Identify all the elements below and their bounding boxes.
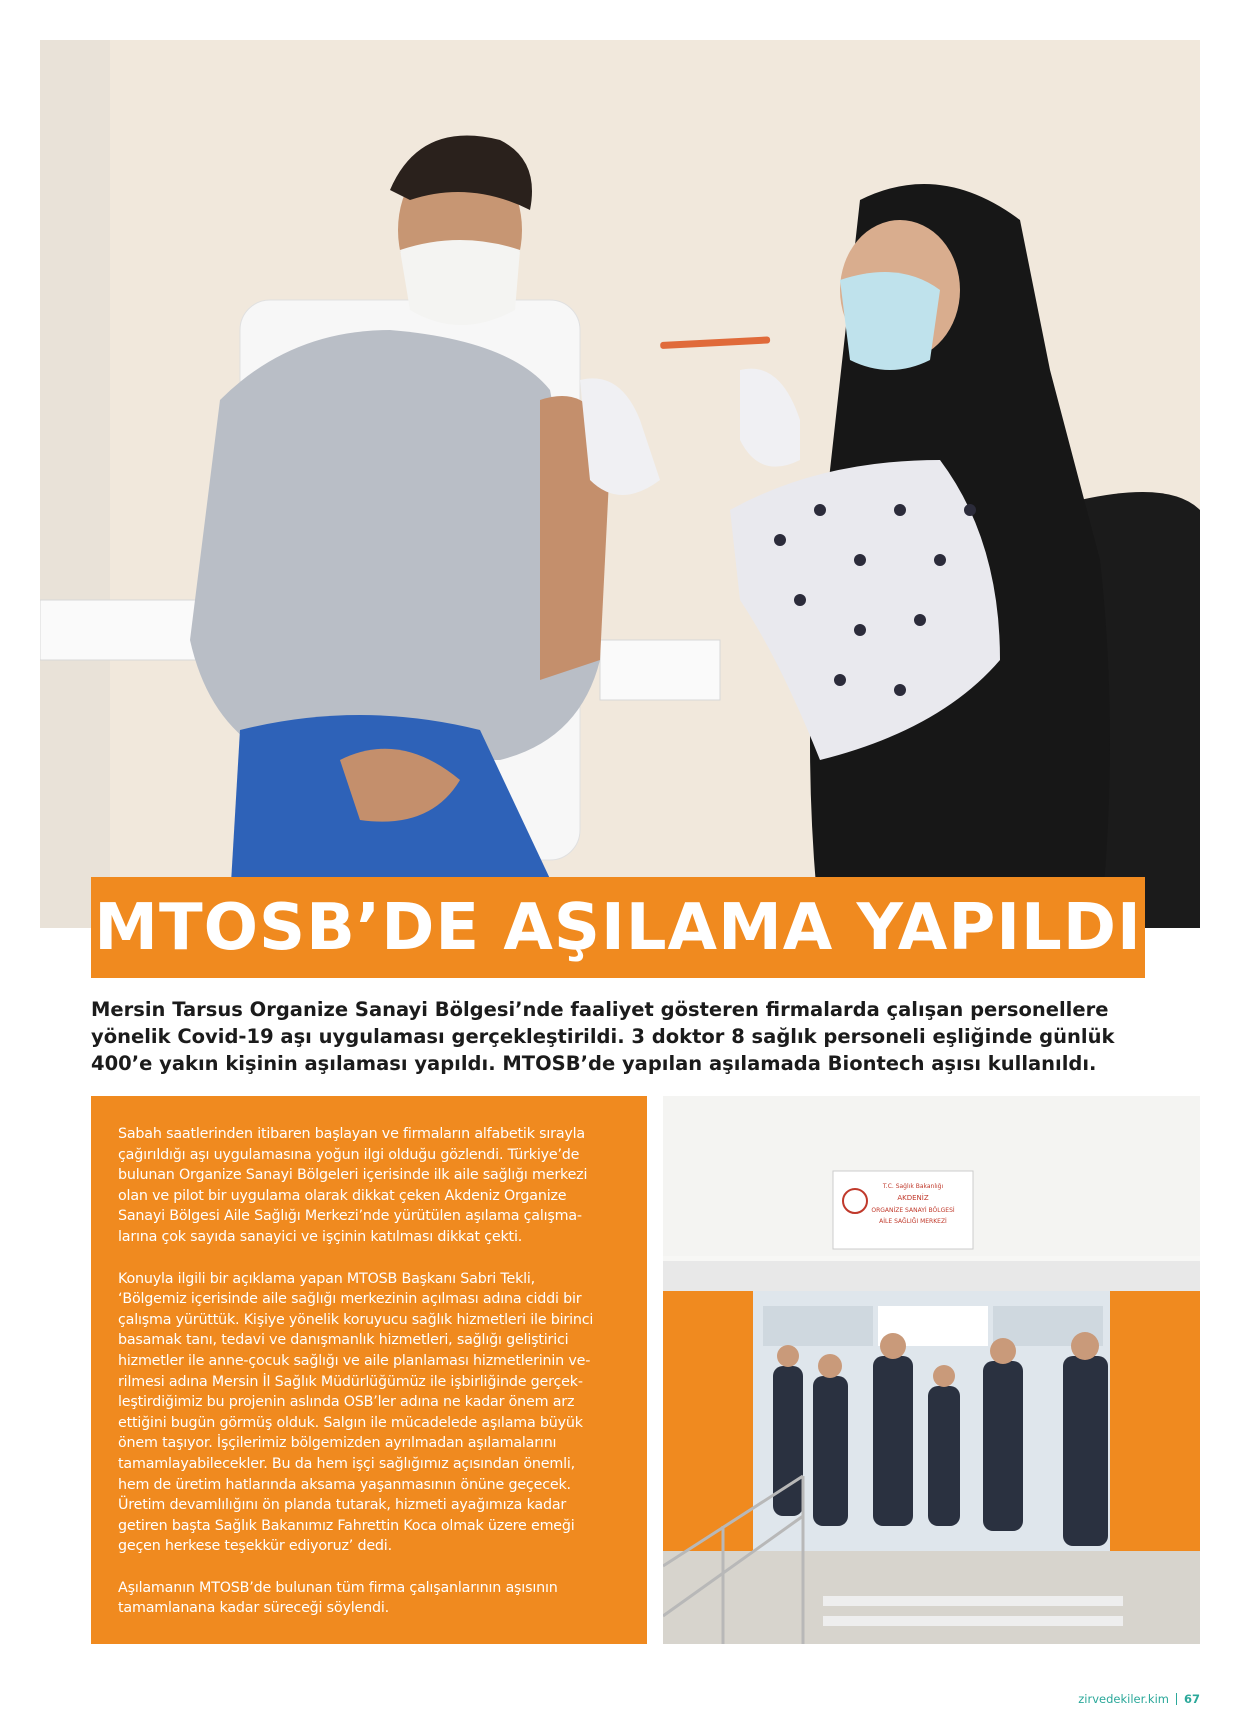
body-paragraph: Aşılamanın MTOSB’de bulunan tüm firma çalışanlarının aşısının tamamlanana kadar süreceği söylendi. bbox=[118, 1579, 558, 1617]
headline-banner bbox=[91, 877, 1145, 978]
health-center-photo bbox=[663, 1096, 1200, 1644]
vaccination-photo bbox=[40, 40, 1200, 928]
footer-site: zirvedekiler.kim bbox=[1078, 1692, 1169, 1706]
body-paragraph: Konuyla ilgili bir açıklama yapan MTOSB Başkanı Sabri Tekli, ‘Bölgemiz içerisinde aile sağlığı merkezinin açılması adına ciddi bir çalışma yürüttük. Kişiye yönelik koruyucu sağlık hizmetleri ile birinci basamak tanı, tedavi ve danışmanlık hizmetleri, sağlığı geliştirici hizmetler ile anne-çocuk sağlığı ve aile planlaması hizmetlerinin ve- rilmesi adına Mersin İl Sağlık Müdürlüğümüz ile işbirliğinde gerçek- leştirdiğimiz bu projenin aslında OSB’ler adına ne kadar önem arz ettiğini bugün görmüş olduk. Salgın ile mücadelede aşılama büyük önem taşıyor. İşçilerimiz bölgemizden ayrılmadan aşılamalarını tamamlayabilecekler. Bu da hem işçi sağlığımız açısından önemli, hem de üretim hatlarında aksama yaşanmasının önüne geçecek. Üretim devamlılığını ön planda tutarak, hizmeti ayağımıza kadar getiren başta Sağlık Bakanımız Fahrettin Koca olmak üzere emeği geçen herkese teşekkür ediyoruz’ dedi. bbox=[118, 1270, 594, 1555]
lead-paragraph: Mersin Tarsus Organize Sanayi Bölgesi’nde faaliyet gösteren firmalarda çalışan personellere yönelik Covid-19 aşı uygulaması gerçekleştirildi. 3 doktor 8 sağlık personeli eşliğinde günlük 400’e yakın kişinin aşılaması yapıldı. MTOSB’de yapılan aşılamada Biontech aşısı kullanıldı. bbox=[91, 998, 1115, 1075]
sign-line: ORGANİZE SANAYİ BÖLGESİ bbox=[871, 1207, 955, 1214]
body-paragraph: Sabah saatlerinden itibaren başlayan ve firmaların alfabetik sırayla çağırıldığı aşı uygulamasına yoğun ilgi olduğu gözlendi. Türkiye’de bulunan Organize Sanayi Bölgeleri içerisinde ilk aile sağlığı merkezi olan ve pilot bir uygulama olarak dikkat çeken Akdeniz Organize Sanayi Bölgesi Aile Sağlığı Merkezi’nde yürütülen aşılama çalışma- larına çok sayıda sanayici ve işçinin katılması dikkat çekti. bbox=[118, 1126, 588, 1245]
clinic-sign bbox=[833, 1171, 973, 1249]
sign-line: AİLE SAĞLIĞI MERKEZİ bbox=[879, 1218, 947, 1225]
headline: MTOSB’DE AŞILAMA YAPILDI bbox=[94, 890, 1142, 965]
sign-line: AKDENİZ bbox=[897, 1194, 929, 1202]
page-footer bbox=[1078, 1692, 1200, 1706]
sign-line: T.C. Sağlık Bakanlığı bbox=[882, 1183, 944, 1190]
page-number: 67 bbox=[1183, 1692, 1200, 1706]
body-text-box bbox=[91, 1096, 647, 1644]
footer-divider bbox=[1176, 1693, 1177, 1705]
